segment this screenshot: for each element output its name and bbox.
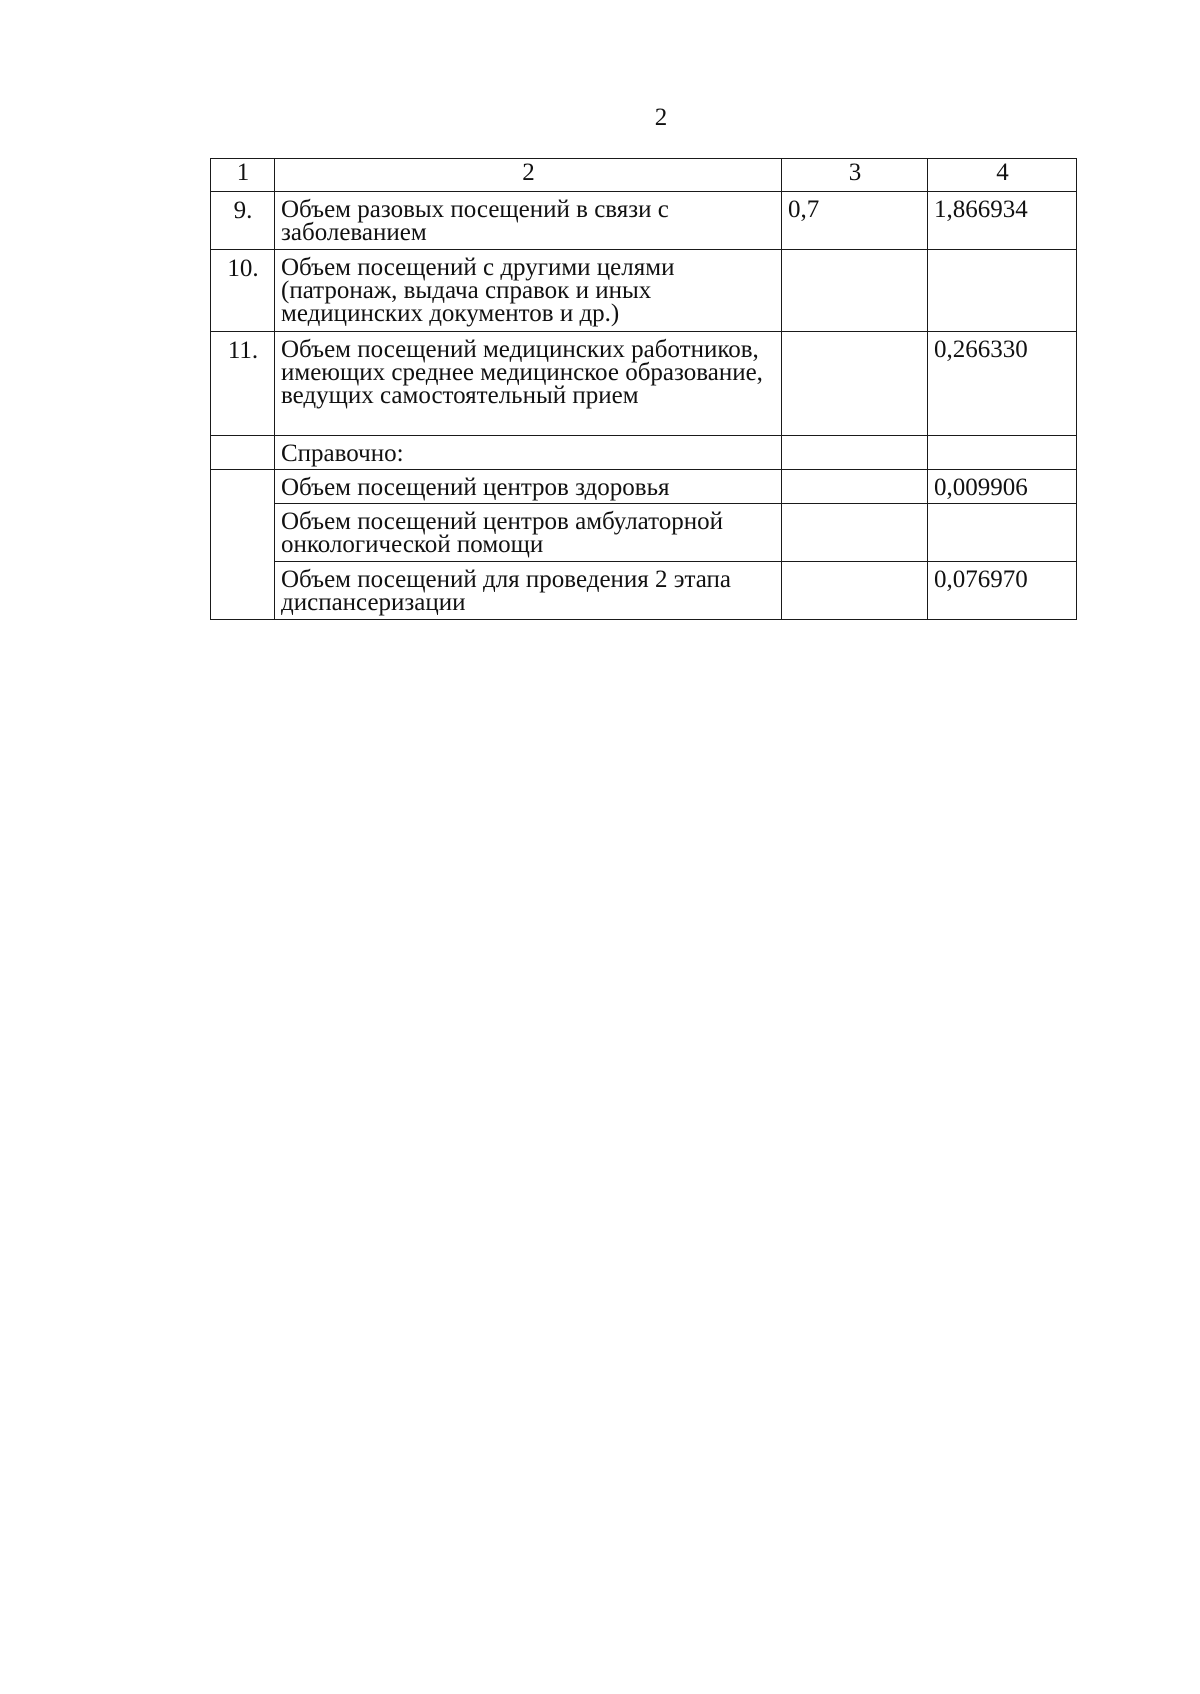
table-row [211, 562, 1077, 620]
data-table [210, 158, 1077, 620]
row-number [211, 436, 275, 470]
row-col3-value [782, 250, 928, 332]
row-text: Объем посещений центров здоровья [275, 470, 782, 504]
table-row [211, 192, 1077, 250]
table-row [211, 504, 1077, 562]
row-col3-value [782, 504, 928, 562]
header-cell: 1 [211, 159, 275, 192]
row-col4-value: 0,266330 [928, 332, 1077, 436]
row-number: 10. [211, 250, 275, 332]
row-col4-value: 0,076970 [928, 562, 1077, 620]
row-text: Объем посещений центров амбулаторной онкологической помощи [275, 504, 782, 562]
row-col4-value: 0,009906 [928, 470, 1077, 504]
header-cell: 4 [928, 159, 1077, 192]
page-number: 2 [654, 104, 668, 131]
row-text: Объем посещений медицинских работников, имеющих среднее медицинское образование, ведущих самостоятельный прием [275, 332, 782, 436]
row-col4-value [928, 504, 1077, 562]
row-text: Объем разовых посещений в связи с заболеванием [275, 192, 782, 250]
row-text: Объем посещений с другими целями (патронаж, выдача справок и иных медицинских документов и др.) [275, 250, 782, 332]
row-col3-value [782, 332, 928, 436]
row-col3-value [782, 470, 928, 504]
row-col4-value: 1,866934 [928, 192, 1077, 250]
row-col3-value [782, 436, 928, 470]
row-text: Объем посещений для проведения 2 этапа диспансеризации [275, 562, 782, 620]
row-number: 9. [211, 192, 275, 250]
table-header-row [211, 159, 1077, 192]
table-row [211, 332, 1077, 436]
table-row [211, 250, 1077, 332]
row-number: 11. [211, 332, 275, 436]
table-row [211, 470, 1077, 504]
reference-heading: Справочно: [275, 436, 782, 470]
row-col4-value [928, 250, 1077, 332]
header-cell: 3 [782, 159, 928, 192]
row-col3-value: 0,7 [782, 192, 928, 250]
header-cell: 2 [275, 159, 782, 192]
row-col3-value [782, 562, 928, 620]
row-col4-value [928, 436, 1077, 470]
table-row [211, 436, 1077, 470]
merged-empty-cell [211, 470, 275, 620]
